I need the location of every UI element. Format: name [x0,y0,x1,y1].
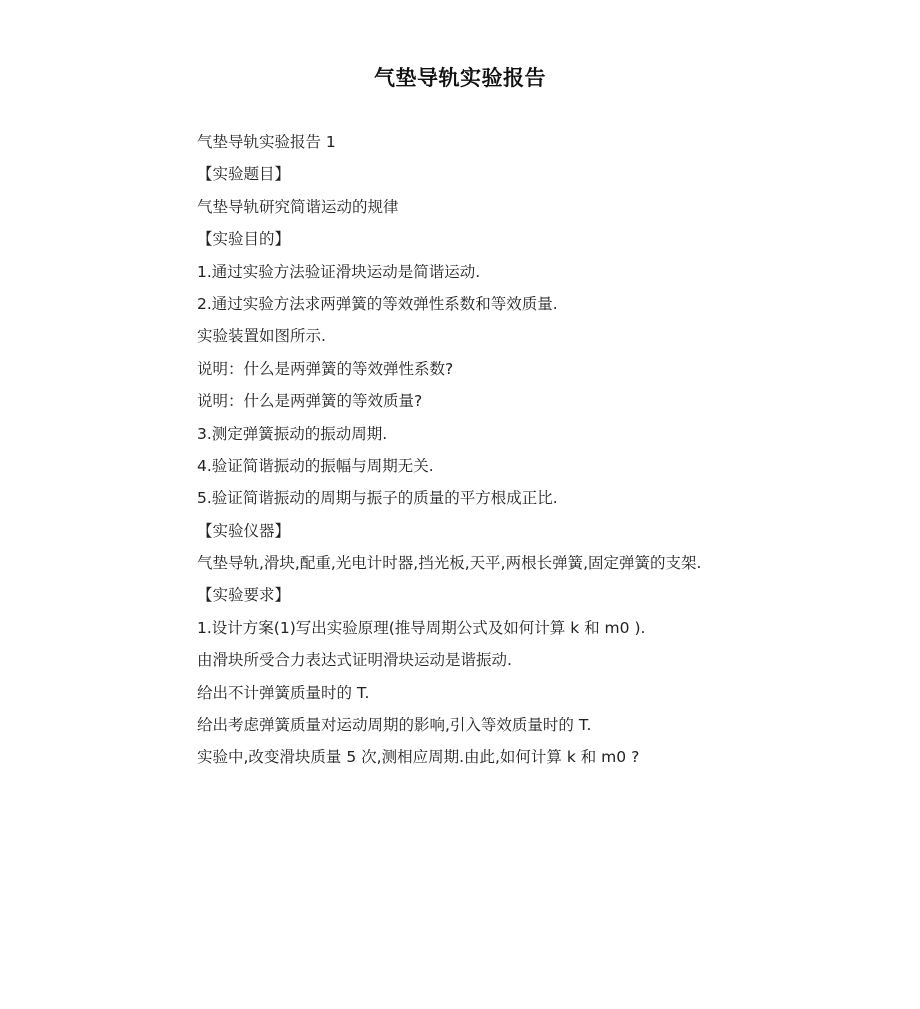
section-heading-purpose: 【实验目的】 [197,230,291,249]
requirement-line-5: 实验中,改变滑块质量 5 次,测相应周期.由此,如何计算 k 和 m0 ? [197,748,640,767]
requirement-line-3: 给出不计弹簧质量时的 T. [197,683,370,702]
requirement-line-4: 给出考虑弹簧质量对运动周期的影响,引入等效质量时的 T. [197,716,592,735]
purpose-item-2: 2.通过实验方法求两弹簧的等效弹性系数和等效质量. [197,294,558,313]
explanation-line-2: 说明：什么是两弹簧的等效质量? [197,392,423,411]
document-title: 气垫导轨实验报告 [374,66,546,90]
purpose-item-3: 3.测定弹簧振动的振动周期. [197,424,388,443]
apparatus-note: 实验装置如图所示. [197,327,326,346]
report-subtitle: 气垫导轨实验报告 1 [197,133,336,151]
instruments-list: 气垫导轨,滑块,配重,光电计时器,挡光板,天平,两根长弹簧,固定弹簧的支架. [197,554,702,573]
purpose-item-4: 4.验证简谐振动的振幅与周期无关. [197,456,434,475]
section-heading-instruments: 【实验仪器】 [197,521,291,540]
requirement-item-1: 1.设计方案(1)写出实验原理(推导周期公式及如何计算 k 和 m0 ). [197,618,646,637]
document-body [197,126,837,774]
requirement-line-2: 由滑块所受合力表达式证明滑块运动是谐振动. [197,651,512,670]
purpose-item-1: 1.通过实验方法验证滑块运动是简谐运动. [197,262,481,281]
section-heading-requirements: 【实验要求】 [197,586,291,605]
section-heading-topic: 【实验题目】 [197,165,291,184]
explanation-line-1: 说明：什么是两弹簧的等效弹性系数? [197,359,454,378]
purpose-item-5: 5.验证简谐振动的周期与振子的质量的平方根成正比. [197,489,558,508]
topic-text: 气垫导轨研究简谐运动的规律 [197,197,399,216]
